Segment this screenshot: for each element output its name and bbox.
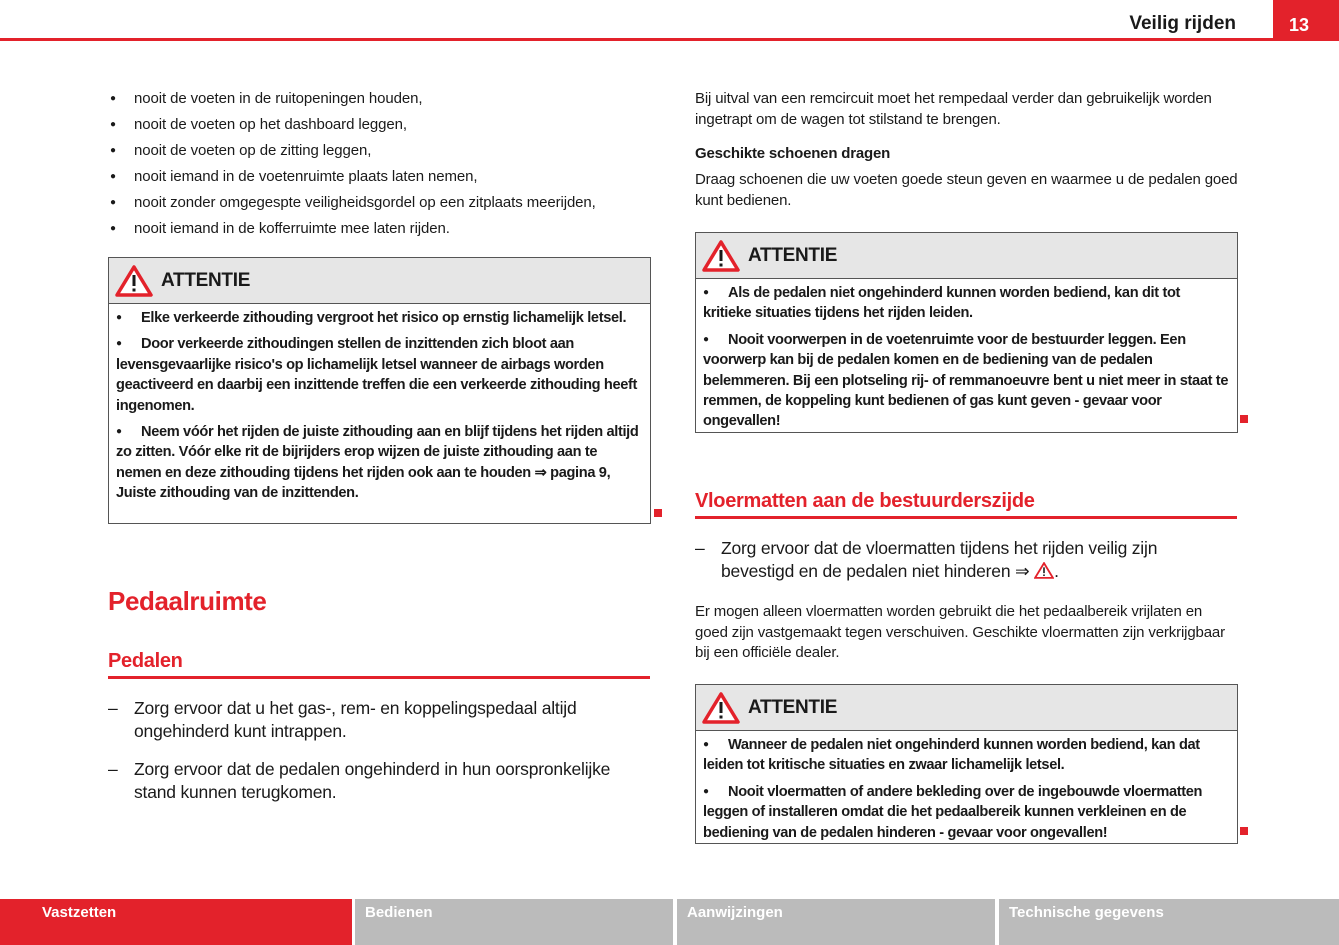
end-marker <box>654 509 662 517</box>
bullet-list <box>108 86 668 242</box>
instruction-step: – Zorg ervoor dat de vloermatten tijdens het rijden veilig zijn bevestigd en de pedalen niet hinderen ⇒ . <box>695 537 1230 583</box>
warning-header <box>696 233 1237 279</box>
list-item: ● nooit de voeten op de zitting leggen, <box>108 138 668 164</box>
footer-tab-vastzetten[interactable]: Vastzetten <box>0 899 352 945</box>
end-marker <box>1240 827 1248 835</box>
footer-tab-bedienen[interactable]: Bedienen <box>355 899 673 945</box>
warning-title: ATTENTIE <box>748 244 838 266</box>
warning-box <box>108 257 651 524</box>
paragraph-heading: Geschikte schoenen dragen <box>695 145 891 162</box>
warning-item: ● Nooit vloermatten of andere bekleding over de ingebouwde vloermatten leggen of installeren omdat die het pedaalbereik kunnen verkleinen en de bediening van de pedalen hinderen - gevaar voor ongevallen! <box>703 783 1203 841</box>
list-item: ● nooit de voeten op het dashboard leggen, <box>108 112 668 138</box>
warning-title: ATTENTIE <box>748 696 838 718</box>
paragraph: Bij uitval van een remcircuit moet het rempedaal verder dan gebruikelijk worden ingetrapt om de wagen tot stilstand te brengen. <box>695 90 1212 128</box>
warning-box <box>695 232 1238 433</box>
list-item: ● nooit iemand in de voetenruimte plaats laten nemen, <box>108 164 668 190</box>
warning-triangle-icon <box>1034 562 1054 579</box>
list-item: ● nooit de voeten in de ruitopeningen houden, <box>108 86 668 112</box>
footer-tab-technische-gegevens[interactable]: Technische gegevens <box>999 899 1339 945</box>
warning-header <box>696 685 1237 731</box>
warning-item: ● Als de pedalen niet ongehinderd kunnen worden bediend, kan dit tot kritieke situaties tijdens het rijden leiden. <box>703 285 1181 322</box>
list-item: ● nooit zonder omgegespte veiligheidsgordel op een zitplaats meerijden, <box>108 190 668 216</box>
warning-item: ● Wanneer de pedalen niet ongehinderd kunnen worden bediend, kan dat leiden tot kritische situaties en zwaar lichamelijk letsel. <box>703 737 1200 774</box>
instruction-step: – Zorg ervoor dat de pedalen ongehinderd in hun oorspronkelijke stand kunnen terugkomen. <box>108 758 653 804</box>
warning-header <box>109 258 650 304</box>
warning-item: ● Nooit voorwerpen in de voetenruimte voor de bestuurder leggen. Een voorwerp kan bij de pedalen komen en de bediening van de pedalen belemmeren. Bij een plotseling rij- of remmanoeuvre bent u niet meer in staat te remmen, de koppeling kunt bedienen of gas kunt geven - gevaar voor ongevallen! <box>703 331 1229 430</box>
list-item: ● nooit iemand in de kofferruimte mee laten rijden. <box>108 216 668 242</box>
end-marker <box>1240 415 1248 423</box>
paragraph: Er mogen alleen vloermatten worden gebruikt die het pedaalbereik vrijlaten en goed zijn vastgemaakt tegen verschuiven. Geschikte vloermatten zijn verkrijgbaar bij een officiële dealer. <box>695 603 1225 661</box>
warning-triangle-icon <box>115 265 153 297</box>
footer-tab-aanwijzingen[interactable]: Aanwijzingen <box>677 899 995 945</box>
page-number: 13 <box>1273 0 1339 40</box>
section-heading: Pedaalruimte <box>108 586 267 616</box>
warning-item: ● Neem vóór het rijden de juiste zithouding aan en blijf tijdens het rijden altijd zo zitten. Vóór elke rit de bijrijders erop wijzen de juiste zithouding aan te nemen en deze zithouding tijdens het rijden ook aan te houden ⇒ pagina 9, Juiste zithouding van de inzittenden. <box>116 424 639 502</box>
subsection-heading: Vloermatten aan de bestuurderszijde <box>695 490 1237 519</box>
header-rule <box>0 38 1339 41</box>
warning-title: ATTENTIE <box>161 269 251 291</box>
warning-triangle-icon <box>702 240 740 272</box>
paragraph: Draag schoenen die uw voeten goede steun geven en waarmee u de pedalen goed kunt bedienen. <box>695 171 1238 209</box>
warning-item: ● Elke verkeerde zithouding vergroot het risico op ernstig lichamelijk letsel. <box>116 310 627 326</box>
warning-triangle-icon <box>702 692 740 724</box>
subsection-heading: Pedalen <box>108 650 650 679</box>
section-title: Veilig rijden <box>1129 13 1236 34</box>
warning-item: ● Door verkeerde zithoudingen stellen de inzittenden zich bloot aan levensgevaarlijke risico's op lichamelijk letsel wanneer de airbags worden geactiveerd en daarbij een inzittende treffen die een verkeerde zithouding heeft ingenomen. <box>116 336 638 414</box>
warning-box <box>695 684 1238 844</box>
instruction-step: – Zorg ervoor dat u het gas-, rem- en koppelingspedaal altijd ongehinderd kunt intrappen. <box>108 697 653 743</box>
